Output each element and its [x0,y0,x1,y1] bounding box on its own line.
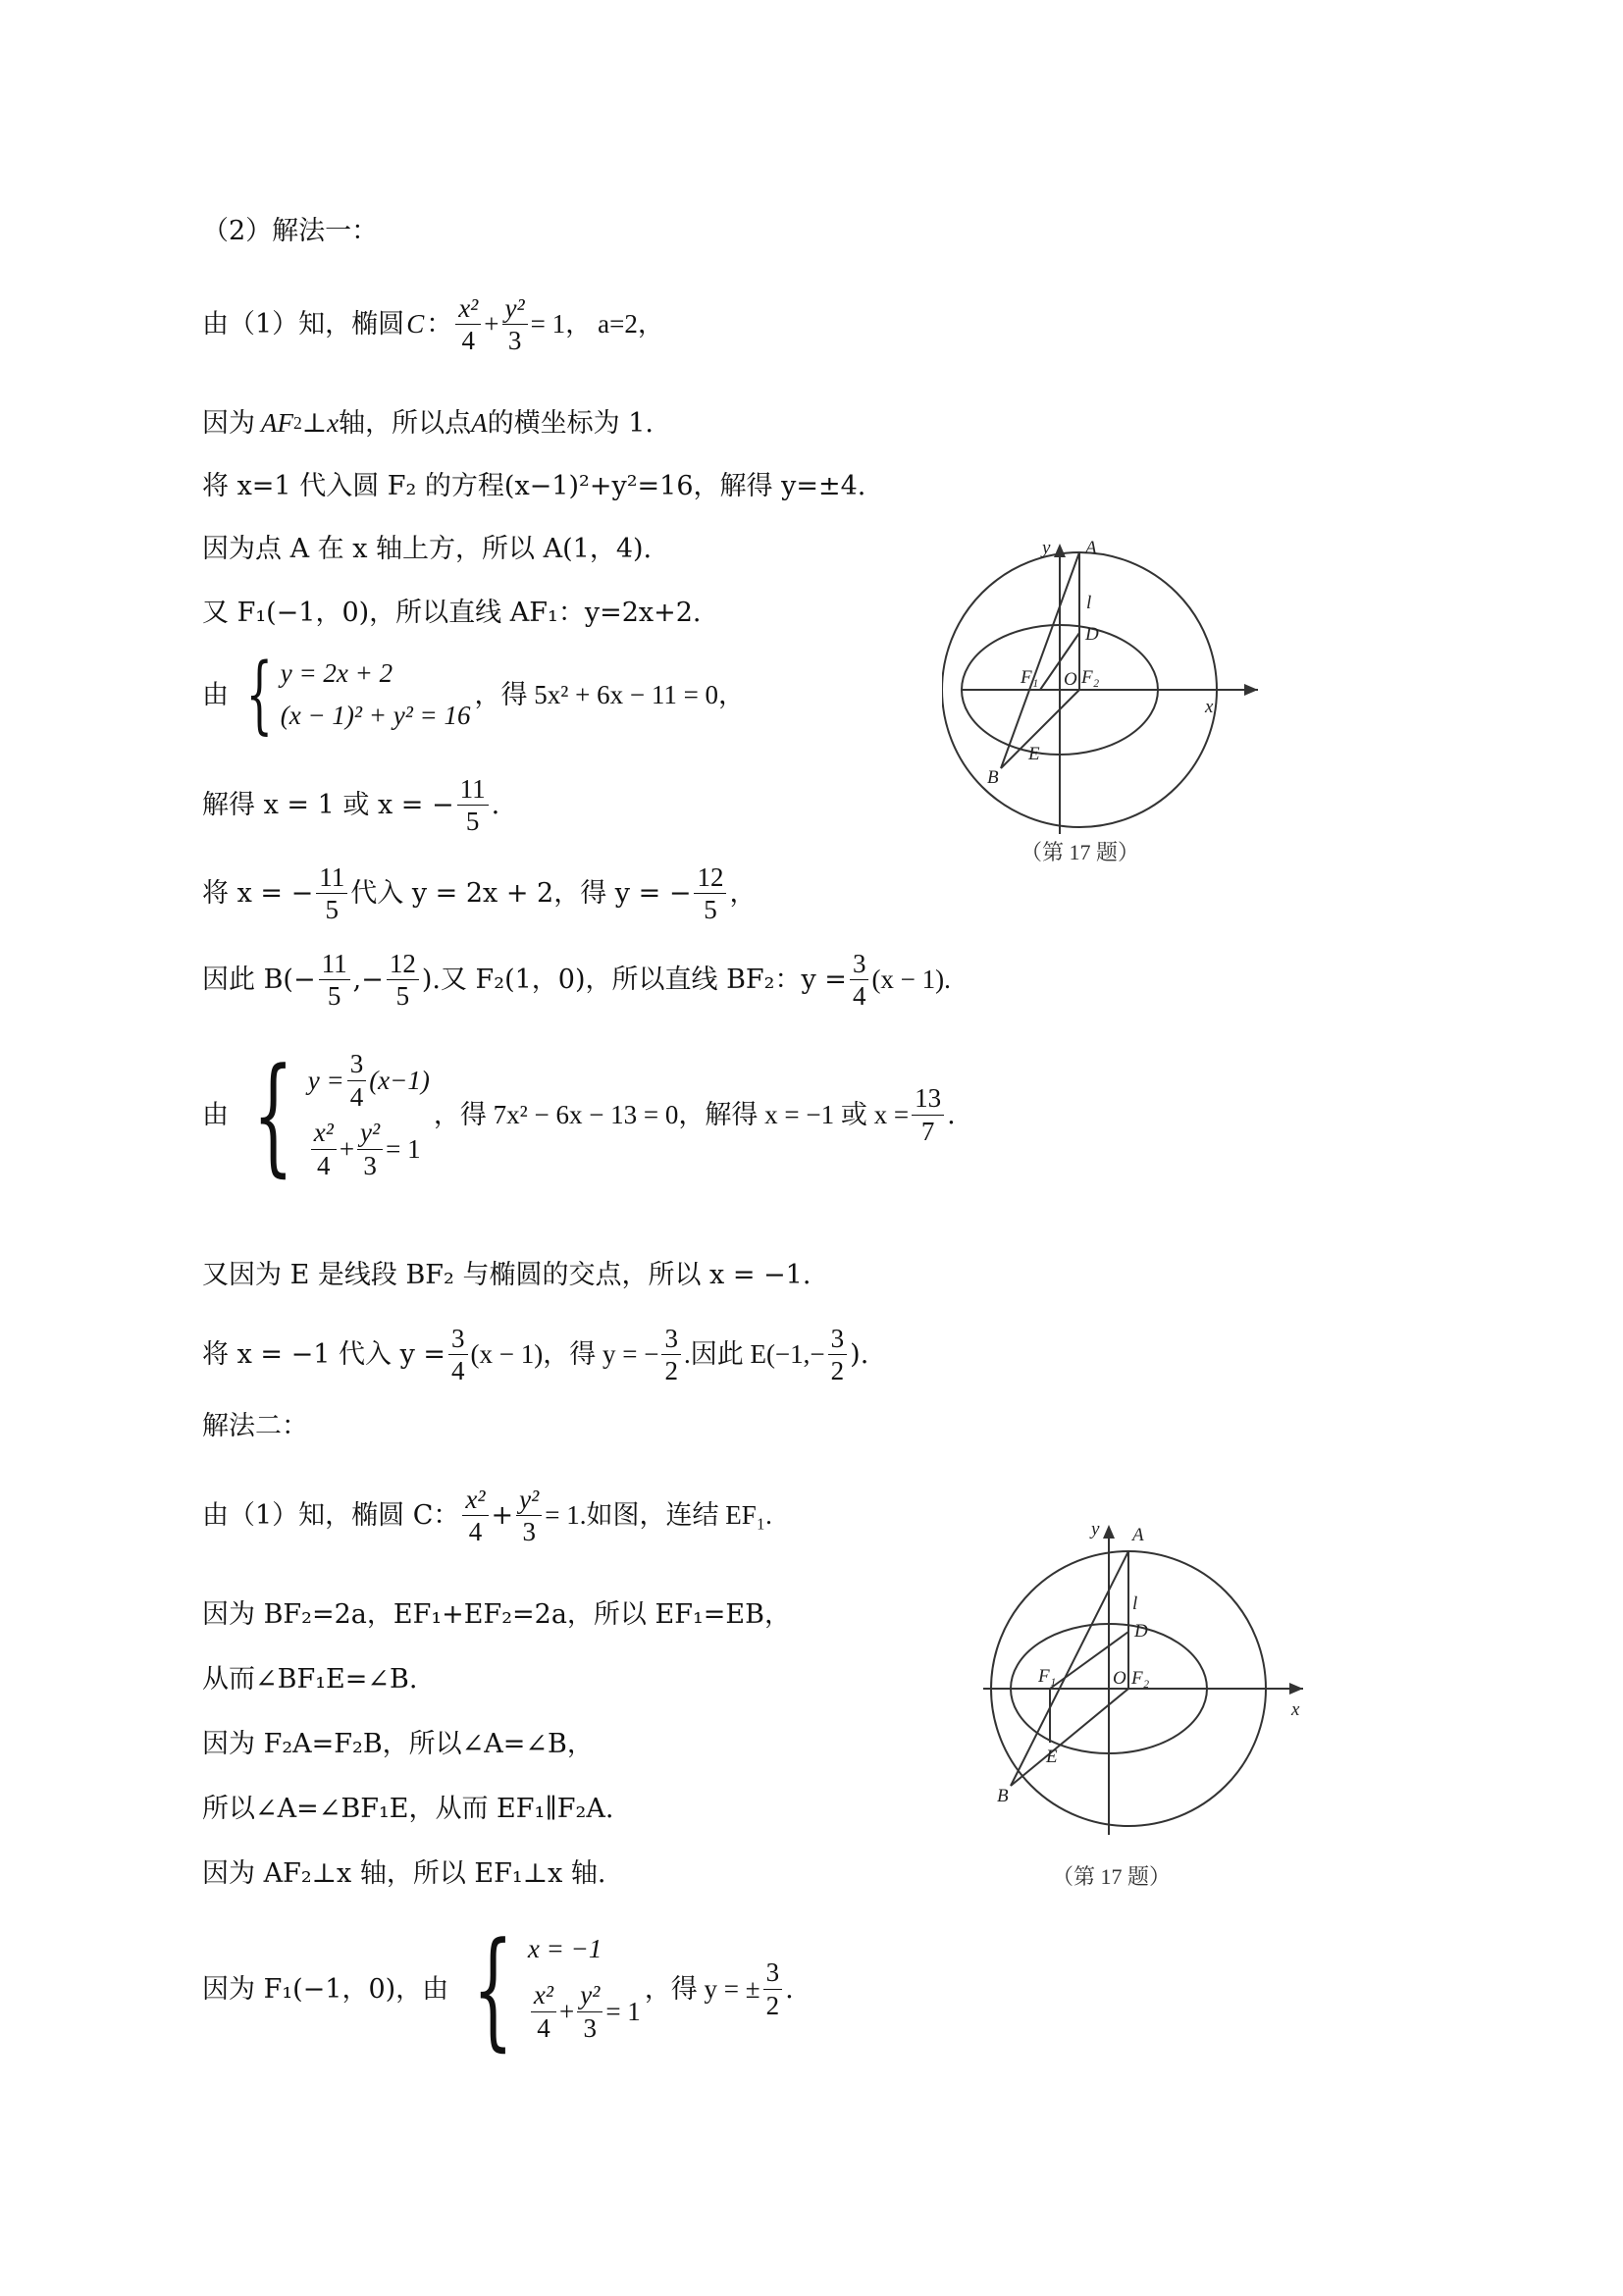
text: 由 [202,679,229,710]
numerator: 11 [457,775,489,806]
denominator: 2 [830,1356,845,1386]
fraction [357,1119,383,1179]
label-A: A [1132,1525,1144,1545]
text: (x − 1)，得 y = − [470,1339,659,1370]
fraction [387,950,419,1011]
text: . [947,1099,956,1130]
denominator: 5 [325,895,339,925]
label-l: l [1132,1593,1138,1614]
brace-icon: { [472,1914,514,2063]
numerator: 3 [763,1958,783,1989]
text: . [785,1973,794,2005]
text: (x − 1). [871,965,951,995]
s1-line-circle: 将 x=1 代入圆 F₂ 的方程(x−1)²+y²=16，解得 y=±4. [202,471,866,501]
figure-caption: （第 17 题） [1052,1864,1172,1889]
label-F1: F₁ [1021,667,1039,688]
numerator: y² [577,1981,602,2011]
figure-svg [942,530,1276,883]
line-bf2 [1011,1689,1128,1786]
figure-caption: （第 17 题） [1021,840,1140,864]
fraction [311,1119,337,1179]
fraction [531,1981,556,2042]
label-O: O [1113,1668,1126,1689]
text: a=2， [598,309,664,339]
numerator: y² [502,294,528,325]
text: ： [426,309,453,340]
denominator: 2 [765,1990,780,2020]
denominator: 5 [465,807,480,837]
text: = 1 [386,1133,421,1164]
numerator: x² [531,1981,556,2011]
fraction [850,950,869,1011]
label-E: E [1028,744,1040,764]
text: 代入 y = 2x + 2，得 y = − [350,878,692,910]
s1-line-substitute [202,863,756,924]
equation-system [233,1040,430,1189]
figure-svg [971,1511,1315,1904]
numerator: 12 [387,950,419,980]
label-F1: F₁ [1038,1666,1057,1687]
text: ，得 5x² + 6x − 11 = 0， [474,679,746,709]
numerator: 13 [912,1084,944,1115]
text: y = [307,1065,344,1095]
label-B: B [987,767,999,788]
numerator: 11 [316,863,347,894]
solution2-heading: 解法二： [202,1411,308,1441]
solution1-heading: （2）解法一： [202,216,379,246]
numerator: y² [357,1119,383,1149]
text: 解得 x = 1 或 x = − [202,790,454,821]
line-ab [1011,1551,1128,1786]
brace-icon: { [245,646,274,744]
operator: + [484,309,499,339]
fraction [694,863,726,924]
label-F2: F₂ [1131,1668,1150,1689]
denominator: 3 [363,1150,377,1180]
s2-line-bf2: 因为 BF₂=2a，EF₁+EF₂=2a，所以 EF₁=EB， [202,1599,791,1630]
fraction [319,950,350,1011]
s1-line-af2 [202,410,654,437]
denominator: 7 [920,1116,935,1146]
text: = 1 [605,1996,641,2026]
s1-line-pointE [202,1325,868,1385]
numerator: 11 [319,950,350,980]
y-arrow-icon [1054,544,1066,557]
fraction [828,1325,848,1385]
s2-line-perp: 因为 AF₂⊥x 轴，所以 EF₁⊥x 轴. [202,1858,606,1889]
label-y: y [1091,1519,1100,1539]
text: ).又 F₂(1，0)，所以直线 BF₂：y = [421,965,847,996]
text: 将 x = − [202,878,314,910]
text: = 1， [530,309,593,339]
s2-line-ellipse [202,1486,772,1546]
s1-line-pointA: 因为点 A 在 x 轴上方，所以 A(1，4). [202,534,653,564]
text: 因此 B(− [202,965,316,996]
fraction [763,1958,783,2019]
label-D: D [1134,1621,1148,1642]
fraction [577,1981,602,2042]
denominator: 5 [395,981,410,1012]
denominator: 4 [317,1150,331,1180]
fraction [502,294,528,355]
fraction [516,1486,542,1546]
numerator: x² [455,294,481,325]
subscript: 2 [293,412,302,433]
numerator: 12 [694,863,726,894]
denominator: 4 [468,1517,483,1547]
fraction [347,1050,367,1111]
label-F2: F₂ [1081,667,1100,688]
fraction [455,294,481,355]
s1-system2 [202,1040,956,1189]
numerator: y² [516,1486,542,1516]
numerator: x² [462,1486,488,1516]
text: ,− [352,965,384,996]
text: ⊥ [301,408,328,439]
fraction [912,1084,944,1145]
text: 由（1）知，椭圆 [202,309,405,340]
denominator: 3 [522,1517,536,1547]
s1-line-pointB [202,950,951,1011]
x-arrow-icon [1244,684,1258,696]
figure-17-solution2 [971,1511,1315,1904]
text: 因为 F₁(−1，0)，由 [202,1973,449,2005]
equation-row: (x − 1)² + y² = 16 [280,701,471,730]
equation-system [452,1914,641,2063]
text: ， [729,878,757,910]
text: 的横坐标为 1. [487,408,654,439]
s2-line-parallel: 所以∠A=∠BF₁E，从而 EF₁∥F₂A. [202,1794,614,1824]
denominator: 5 [327,981,341,1012]
denominator: 4 [537,2012,550,2043]
text: A [471,408,488,438]
fraction [448,1325,468,1385]
y-arrow-icon [1103,1525,1115,1539]
denominator: 4 [852,981,866,1012]
operator: + [559,1996,575,2026]
s1-line-roots [202,775,499,836]
operator: + [339,1133,355,1164]
fraction [661,1325,681,1385]
numerator: 3 [347,1050,367,1080]
text: AF [261,408,293,438]
numerator: 3 [448,1325,468,1355]
line-ab [1001,552,1079,768]
text: .因此 E(−1,− [683,1339,825,1370]
label-x: x [1291,1699,1300,1720]
label-D: D [1085,624,1099,645]
denominator: 4 [451,1356,465,1386]
figure-17-solution1 [942,530,1276,883]
equation-system [233,646,471,744]
text: ). [850,1339,869,1371]
numerator: 3 [828,1325,848,1355]
text: = 1.如图，连结 EF₁. [545,1500,772,1531]
text: x [327,408,340,438]
text: 由（1）知，椭圆 C： [202,1500,460,1532]
s2-line-angle1: 从而∠BF₁E=∠B. [202,1664,418,1695]
s1-system1 [202,646,746,744]
text: C [406,309,425,339]
denominator: 2 [664,1356,678,1386]
text: 将 x = −1 代入 y = [202,1339,446,1371]
text: 因为 [202,408,255,439]
equation-row: y = 2x + 2 [280,658,393,688]
denominator: 5 [704,895,717,925]
denominator: 3 [583,2012,598,2043]
label-y: y [1042,538,1051,558]
label-O: O [1064,669,1077,690]
text: (x−1) [369,1065,430,1095]
text: 轴，所以点 [339,408,472,439]
s2-system [202,1914,794,2063]
numerator: 3 [661,1325,681,1355]
numerator: x² [311,1119,337,1149]
brace-icon: { [252,1040,294,1189]
numerator: 3 [850,950,869,980]
text: . [491,790,500,821]
s2-line-angle2: 因为 F₂A=F₂B，所以∠A=∠B， [202,1729,594,1759]
fraction [457,775,489,836]
denominator: 4 [349,1081,364,1112]
label-B: B [997,1786,1009,1806]
label-l: l [1086,593,1092,613]
x-arrow-icon [1289,1683,1303,1695]
fraction [462,1486,488,1546]
text: ，得 y = ± [644,1973,760,2004]
fraction [316,863,347,924]
text: ，得 7x² − 6x − 13 = 0，解得 x = −1 或 x = [433,1099,910,1129]
text: 由 [202,1099,229,1130]
label-A: A [1085,538,1097,558]
denominator: 3 [507,326,522,356]
denominator: 4 [461,326,475,356]
label-E: E [1046,1747,1058,1767]
operator: + [491,1500,514,1532]
line-bf2 [1001,690,1079,768]
label-x: x [1205,697,1214,717]
s1-line-ellipse [202,294,664,355]
equation-row: x = −1 [527,1933,602,1963]
s1-line-af1: 又 F₁(−1，0)，所以直线 AF₁：y=2x+2. [202,598,702,628]
s1-line-E: 又因为 E 是线段 BF₂ 与椭圆的交点，所以 x = −1. [202,1260,812,1290]
